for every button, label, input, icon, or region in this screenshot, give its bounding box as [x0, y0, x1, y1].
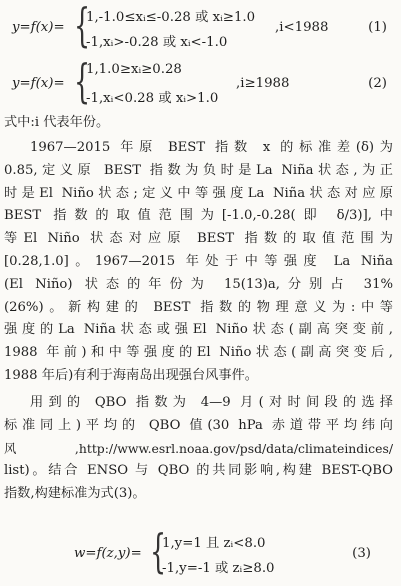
equation-case-2: -1,xᵢ<0.28 或 xᵢ>1.0	[86, 91, 219, 106]
text-line: 时是El Niño状态;定义中等强度La Niña状态对应原	[4, 185, 393, 201]
equation-number: (2)	[368, 76, 387, 91]
text-line: 用到的 QBO 指数为 4—9 月(对时间段的选择	[30, 395, 393, 410]
equation-case-2: -1,y=-1 或 zᵢ≥8.0	[162, 561, 275, 576]
equation-lhs: y=f(x)=	[12, 20, 65, 35]
equation-3	[0, 524, 401, 582]
text-line: 1988 年后)有利于海南岛出现强台风事件。	[4, 367, 258, 383]
text-line: 风,http://www.esrl.noaa.gov/psd/data/climateindices/	[4, 440, 393, 456]
equation-condition: ,i≥1988	[236, 76, 290, 91]
brace: {	[150, 524, 167, 578]
equation-1	[0, 0, 401, 56]
paragraph-2	[4, 392, 393, 506]
text-line: 强度的La Niña状态或强El Niño状态(副高突变前,	[4, 322, 393, 338]
equation-case-2: -1,xᵢ>-0.28 或 xᵢ<-1.0	[86, 35, 228, 50]
equation-case-1: 1,1.0≥xᵢ≥0.28	[86, 62, 182, 77]
equation-number: (1)	[368, 20, 387, 35]
brace: {	[74, 54, 91, 108]
paragraph-1	[4, 137, 393, 388]
text-line: 1988 年前)和中等强度的El Niño状态(副高突变后,	[4, 345, 393, 361]
text-line: 等El Niño 状态对应原 BEST 指数的取值范围为	[4, 231, 393, 247]
text-line: BEST 指数的取值范围为[-1.0,-0.28(即 δ/3)],中	[4, 208, 393, 224]
equation-2	[0, 54, 401, 112]
text-line: (26%)。新构建的 BEST 指数的物理意义为:中等	[4, 299, 393, 315]
text-line: 1967—2015 年原 BEST 指数 x 的标准差(δ)为	[30, 140, 393, 155]
brace: {	[74, 0, 91, 52]
equation-lhs: y=f(x)=	[12, 76, 65, 91]
text-line: list)。结合 ENSO 与 QBO 的共同影响,构建 BEST-QBO	[4, 463, 393, 479]
equation-number: (3)	[352, 546, 371, 561]
text-line: 标准同上)平均的 QBO 值(30 hPa 赤道带平均纬向	[4, 417, 393, 433]
equation-case-1: 1,-1.0≤xᵢ≤-0.28 或 xᵢ≥1.0	[86, 10, 256, 25]
text-line: 指数,构建标准为式(3)。	[4, 486, 146, 502]
text-line: (El Niño) 状态的年份为 15(13)a,分别占 31%	[4, 276, 393, 292]
text-line: [0.28,1.0]。1967—2015 年处于中等强度 La Niña	[4, 253, 393, 269]
text-line: 0.85,定义原 BEST 指数为负时是La Niña状态,为正	[4, 162, 393, 178]
equation-lhs: w=f(z,y)=	[74, 546, 142, 561]
equation-condition: ,i<1988	[275, 20, 329, 35]
note-line: 式中:i 代表年份。	[4, 115, 110, 130]
equation-case-1: 1,y=1 且 zᵢ<8.0	[162, 536, 266, 551]
